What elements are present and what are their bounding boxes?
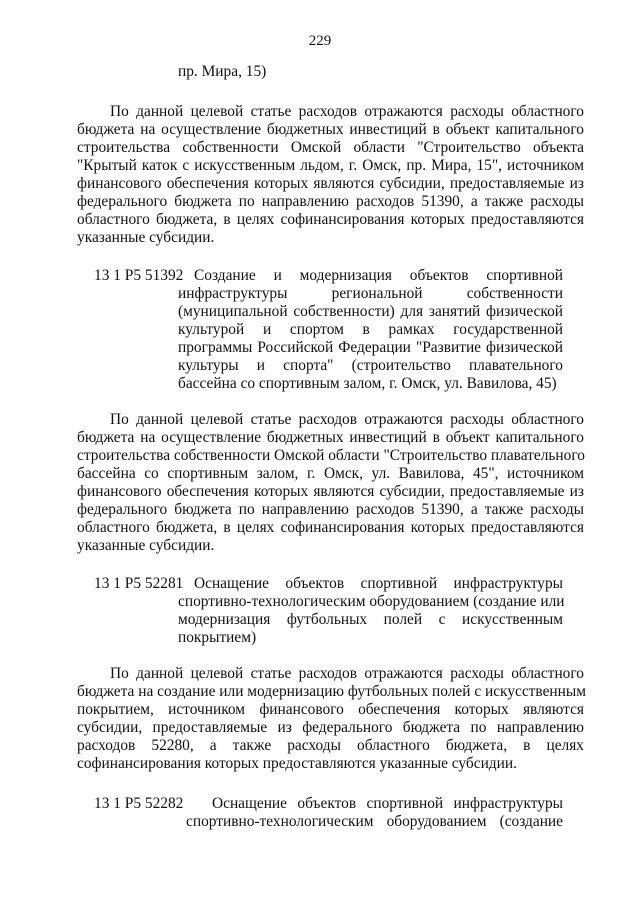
paragraph-line: расходов 52280, а также расходы областного бюджета, в целях	[77, 737, 584, 754]
entry-description-line: программы Российской Федерации "Развитие физической	[178, 339, 563, 356]
paragraph-line: областного бюджета, в целях софинансирования которых предоставляются	[77, 211, 584, 228]
paragraph-line: федерального бюджета по направлению расходов 51390, а также расходы	[77, 193, 584, 210]
paragraph-line: финансового обеспечения которых являются субсидии, предоставляемые из	[77, 175, 584, 192]
entry-description-line: инфраструктуры региональной собственности	[178, 285, 563, 302]
paragraph-line: софинансирования которых предоставляются указанные субсидии.	[77, 755, 517, 772]
paragraph-line: покрытием, источником финансового обеспечения которых являются	[77, 701, 584, 718]
paragraph-line: указанные субсидии.	[77, 537, 215, 554]
entry-code: 13 1 P5 52281	[94, 575, 184, 592]
paragraph-line: По данной целевой статье расходов отражаются расходы областного	[110, 411, 584, 428]
entry-description-line: бассейна со спортивным залом, г. Омск, ул. Вавилова, 45)	[178, 375, 557, 392]
entry-description-line: Создание и модернизация объектов спортивной	[194, 267, 563, 284]
paragraph-line: бассейна со спортивным залом, г. Омск, ул. Вавилова, 45", источником	[77, 465, 584, 482]
paragraph-line: строительства собственности Омской области "Строительство плавательного	[77, 447, 585, 464]
paragraph-line: субсидии, предоставляемые из федерального бюджета по направлению	[77, 719, 584, 736]
entry-description-line: покрытием)	[178, 629, 257, 646]
paragraph-line: По данной целевой статье расходов отражаются расходы областного	[110, 103, 584, 120]
page-number: 229	[308, 33, 332, 49]
entry-code: 13 1 P5 52282	[94, 795, 184, 812]
paragraph-line: федерального бюджета по направлению расходов 51390, а также расходы	[77, 501, 584, 518]
paragraph-line: областного бюджета, в целях софинансирования которых предоставляются	[77, 519, 584, 536]
entry-description-line: модернизация футбольных полей с искусственным	[178, 611, 563, 628]
paragraph-line: строительства собственности Омской области "Строительство объекта	[77, 139, 584, 156]
entry-code: 13 1 P5 51392	[94, 267, 184, 284]
entry-description-line: Оснащение объектов спортивной инфраструктуры	[194, 575, 563, 592]
entry-description-line: спортивно-технологическим оборудованием (создание	[186, 813, 563, 830]
entry-description-line: культурой и спортом в рамках государственной	[178, 321, 563, 338]
paragraph-line: бюджета на осуществление бюджетных инвестиций в объект капитального	[77, 121, 584, 138]
entry-description-line: Оснащение объектов спортивной инфраструктуры	[212, 795, 563, 812]
paragraph-line: "Крытый каток с искусственным льдом, г. Омск, пр. Мира, 15", источником	[77, 157, 584, 174]
entry-description-line: (муниципальной собственности) для занятий физической	[178, 303, 563, 320]
paragraph-line: указанные субсидии.	[77, 229, 215, 246]
paragraph-line: бюджета на осуществление бюджетных инвестиций в объект капитального	[77, 429, 584, 446]
paragraph-line: финансового обеспечения которых являются субсидии, предоставляемые из	[77, 483, 584, 500]
entry-description-line: спортивно-технологическим оборудованием (создание или	[178, 593, 565, 610]
paragraph-line: По данной целевой статье расходов отражаются расходы областного	[110, 665, 584, 682]
paragraph-line: бюджета на создание или модернизацию футбольных полей с искусственным	[77, 683, 586, 700]
entry-description-line: культуры и спорта" (строительство плавательного	[178, 357, 563, 374]
entry-tail-text: пр. Мира, 15)	[178, 63, 267, 80]
